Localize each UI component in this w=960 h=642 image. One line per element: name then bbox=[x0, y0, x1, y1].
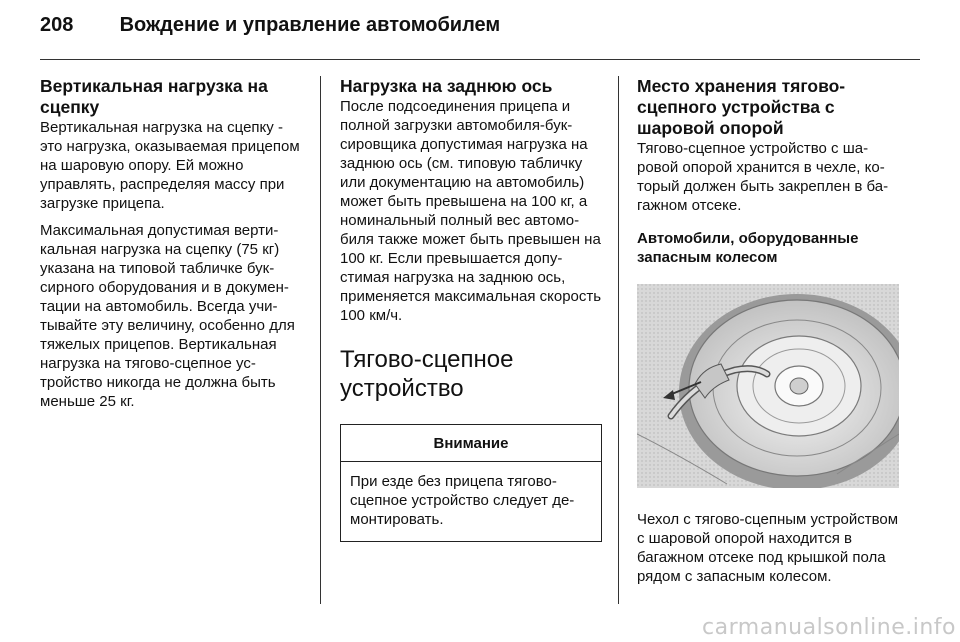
caution-title: Внимание bbox=[341, 425, 601, 462]
header-divider bbox=[40, 59, 920, 60]
column-2 bbox=[340, 76, 606, 542]
section-title-towing-device: Тягово-сцепное устройство bbox=[340, 346, 514, 402]
page-title: Вождение и управление автомобилем bbox=[119, 14, 501, 36]
column-divider bbox=[320, 76, 321, 604]
spare-wheel-drawing bbox=[637, 284, 899, 488]
column-1 bbox=[40, 76, 308, 419]
image-caption: Чехол с тягово-сцепным устройством с шаровой опорой находится в багажном отсеке под крышкой пола рядом с запасным колесом. bbox=[637, 511, 899, 585]
paragraph: Тягово-сцепное устройство с шаровой опорой хранится в чехле, который должен быть закреплен в багажном отсеке. bbox=[637, 140, 889, 214]
column-divider bbox=[618, 76, 619, 604]
spare-wheel-illustration bbox=[637, 284, 899, 488]
caution-text: При езде без прицепа тягово-сцепное устройство следует демонтировать. bbox=[350, 473, 575, 528]
section-heading-rear-axle: Нагрузка на заднюю ось bbox=[340, 76, 553, 96]
column-3 bbox=[637, 76, 903, 594]
subheading-spare-wheel: Автомобили, оборудованные запасным колесом bbox=[637, 230, 859, 266]
section-heading-storage: Место хранения тягово-сцепного устройства с шаровой опорой bbox=[637, 76, 846, 138]
section-heading-tongue-load: Вертикальная нагрузка на сцепку bbox=[40, 76, 268, 117]
page-header bbox=[40, 14, 500, 37]
paragraph: После подсоединения прицепа и полной загрузки автомобиля-буксировщика допустимая нагрузка на заднюю ось (см. типовую табличку или документацию на автомобиль) может быть превышена на 100 кг, а номинальный полный вес автомобиля также может быть превышен на 100 кг. Если превышается допустимая нагрузка на заднюю ось, применяется максимальная скорость 100 км/ч. bbox=[340, 98, 602, 324]
paragraph: Вертикальная нагрузка на сцепку - это нагрузка, оказываемая прицепом на шаровую опору. Ей можно управлять, распределяя массу при загрузке прицепа. bbox=[40, 119, 300, 212]
caution-box bbox=[340, 424, 602, 542]
paragraph: Максимальная допустимая вертикальная нагрузка на сцепку (75 кг) указана на типовой табличке буксирного оборудования и в документации на автомобиль. Всегда учитывайте эту величину, особенно для тяжелых прицепов. Вертикальная нагрузка на тягово-сцепное устройство никогда не должна быть меньше 25 кг. bbox=[40, 222, 295, 410]
page-number: 208 bbox=[40, 14, 74, 36]
watermark: carmanualsonline.info bbox=[702, 615, 956, 640]
